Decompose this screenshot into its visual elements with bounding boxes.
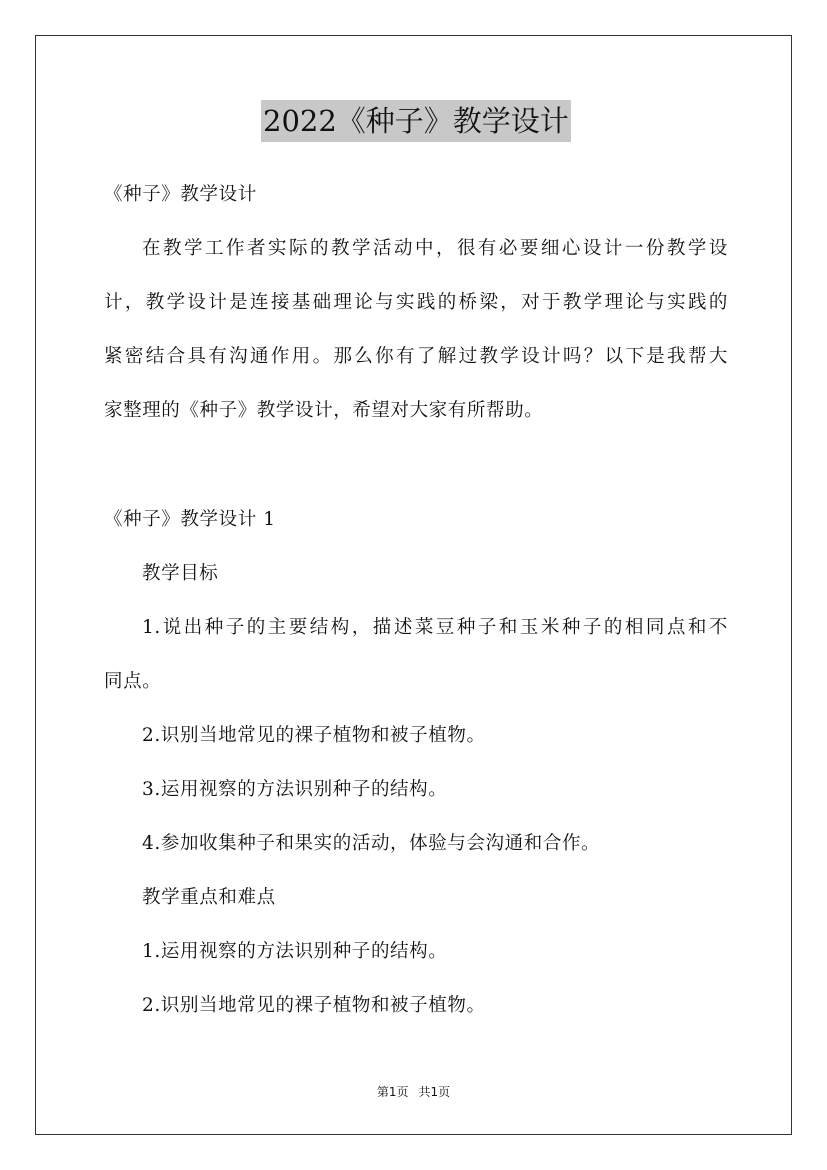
key-point-item-2: 2.识别当地常见的裸子植物和被子植物。 (142, 995, 486, 1016)
intro-line: 在教学工作者实际的教学活动中，很有必要细心设计一份教学设 (142, 238, 728, 259)
section-heading: 《种子》教学设计 1 (104, 509, 276, 530)
goals-heading: 教学目标 (142, 563, 219, 584)
page-number: 第1页 (376, 1085, 409, 1099)
page-total: 共1页 (418, 1085, 451, 1099)
document-subtitle: 《种子》教学设计 (104, 184, 257, 205)
goal-item-3: 3.运用视察的方法识别种子的结构。 (142, 779, 448, 800)
goal-line: 1.说出种子的主要结构，描述菜豆种子和玉米种子的相同点和不 (142, 617, 728, 638)
goal-item-4: 4.参加收集种子和果实的活动，体验与会沟通和合作。 (142, 833, 601, 854)
page-footer (0, 1083, 827, 1101)
intro-line: 家整理的《种子》教学设计，希望对大家有所帮助。 (104, 400, 544, 421)
intro-paragraph (104, 236, 728, 452)
key-points-heading: 教学重点和难点 (142, 887, 276, 908)
key-point-item-1: 1.运用视察的方法识别种子的结构。 (142, 941, 448, 962)
intro-line: 紧密结合具有沟通作用。那么你有了解过教学设计吗？以下是我帮大 (104, 346, 728, 367)
goal-line: 同点。 (104, 671, 162, 692)
goal-item-2: 2.识别当地常见的裸子植物和被子植物。 (142, 725, 486, 746)
goal-item-1 (104, 615, 728, 723)
document-title: 2022《种子》教学设计 (261, 100, 571, 142)
intro-line: 计，教学设计是连接基础理论与实践的桥梁，对于教学理论与实践的 (104, 292, 728, 313)
